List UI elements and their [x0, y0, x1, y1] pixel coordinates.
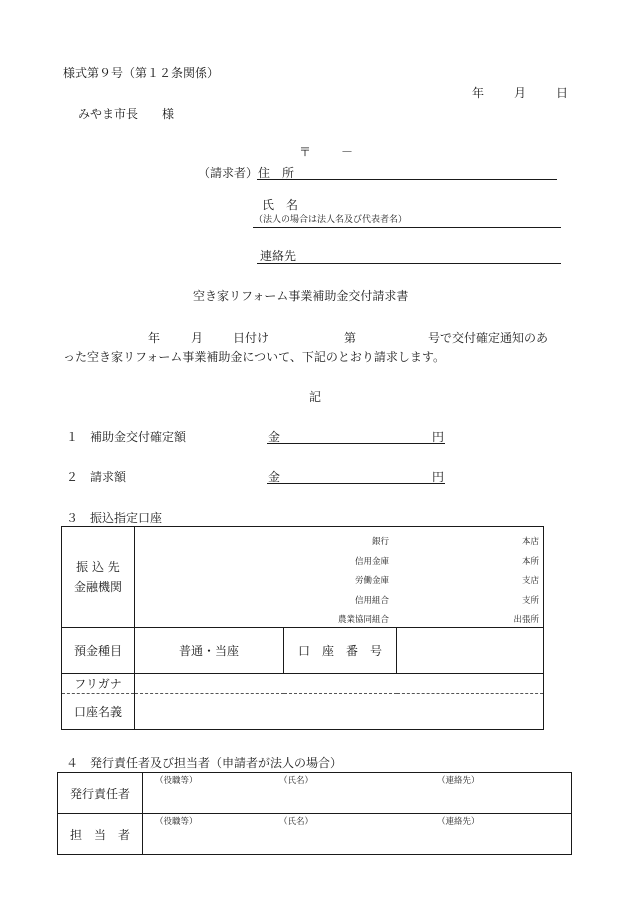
account-number-input[interactable] [397, 628, 544, 674]
bank-type-3: 信用組合 [354, 595, 389, 606]
document-title: 空き家リフォーム事業補助金交付請求書 [193, 289, 409, 303]
branch-type-0: 本店 [521, 537, 539, 547]
staff-input[interactable] [143, 814, 572, 855]
item2-line [267, 483, 445, 484]
item3-label: ３ 振込指定口座 [66, 511, 163, 525]
date-month: 月 [514, 86, 527, 100]
staff-position-label: （役職等） [155, 817, 198, 827]
address-label: 住 所 [258, 166, 295, 180]
postal-mark: 〒 [299, 145, 312, 159]
body-month: 月 [191, 331, 204, 345]
applicant-role: （請求者） [198, 166, 259, 180]
bank-account-table [61, 526, 544, 730]
item1-yen: 円 [432, 430, 445, 444]
deposit-type-label: 預金種目 [62, 628, 135, 674]
responsible-table [57, 772, 572, 855]
bank-type-1: 信用金庫 [354, 556, 389, 567]
issuer-name-label: （氏名） [279, 776, 314, 786]
section4-title: ４ 発行責任者及び担当者（申請者が法人の場合） [66, 756, 343, 770]
body-day: 日付け [233, 331, 270, 345]
furigana-label: フリガナ [62, 674, 135, 694]
name-note: （法人の場合は法人名及び代表者名） [254, 215, 408, 225]
body-line2: った空き家リフォーム事業補助金について、下記のとおり請求します。 [63, 350, 445, 364]
bank-type-list [338, 533, 389, 631]
furigana-input[interactable] [135, 674, 544, 694]
institution-input[interactable] [135, 527, 544, 628]
date-year: 年 [472, 86, 485, 100]
branch-type-2: 支店 [521, 576, 539, 586]
issuer-input[interactable] [143, 773, 572, 814]
issuer-position-label: （役職等） [155, 776, 198, 786]
name-line [253, 227, 561, 228]
branch-type-1: 本所 [521, 556, 539, 567]
ki-label: 記 [309, 390, 322, 404]
staff-name-label: （氏名） [279, 817, 314, 827]
account-name-input[interactable] [135, 694, 544, 730]
branch-type-list [513, 533, 539, 631]
addressee: みやま市長 様 [78, 107, 175, 121]
deposit-type-value[interactable]: 普通・当座 [135, 628, 284, 674]
contact-label: 連絡先 [260, 249, 297, 263]
bank-type-2: 労働金庫 [354, 576, 389, 586]
staff-label: 担 当 者 [58, 814, 143, 855]
institution-label-2: 金融機関 [73, 580, 122, 594]
form-number: 様式第９号（第１２条関係） [63, 66, 220, 80]
account-number-label: 口 座 番 号 [284, 628, 397, 674]
item1-label: １ 補助金交付確定額 [66, 430, 187, 444]
item2-label: ２ 請求額 [66, 470, 127, 484]
item2-yen: 円 [432, 470, 445, 484]
institution-label-1: 振 込 先 [76, 560, 120, 574]
institution-label-cell [62, 527, 135, 628]
account-name-label: 口座名義 [62, 694, 135, 730]
address-line [257, 179, 557, 180]
contact-line [257, 263, 561, 264]
item1-kin: 金 [268, 430, 281, 444]
branch-type-4: 出張所 [513, 615, 539, 625]
date-day: 日 [556, 86, 569, 100]
bank-type-0: 銀行 [371, 537, 389, 547]
item2-kin: 金 [268, 470, 281, 484]
body-line1-rest: 号で交付確定通知のあ [428, 331, 549, 345]
issuer-contact-label: （連絡先） [437, 776, 480, 786]
body-no: 第 [344, 331, 357, 345]
bank-type-4: 農業協同組合 [337, 615, 389, 625]
issuer-label: 発行責任者 [58, 773, 143, 814]
body-year: 年 [148, 331, 161, 345]
name-label: 氏 名 [262, 198, 299, 212]
postal-dash: － [341, 145, 354, 159]
branch-type-3: 支所 [521, 595, 539, 606]
staff-contact-label: （連絡先） [437, 817, 480, 827]
item1-line [267, 443, 445, 444]
